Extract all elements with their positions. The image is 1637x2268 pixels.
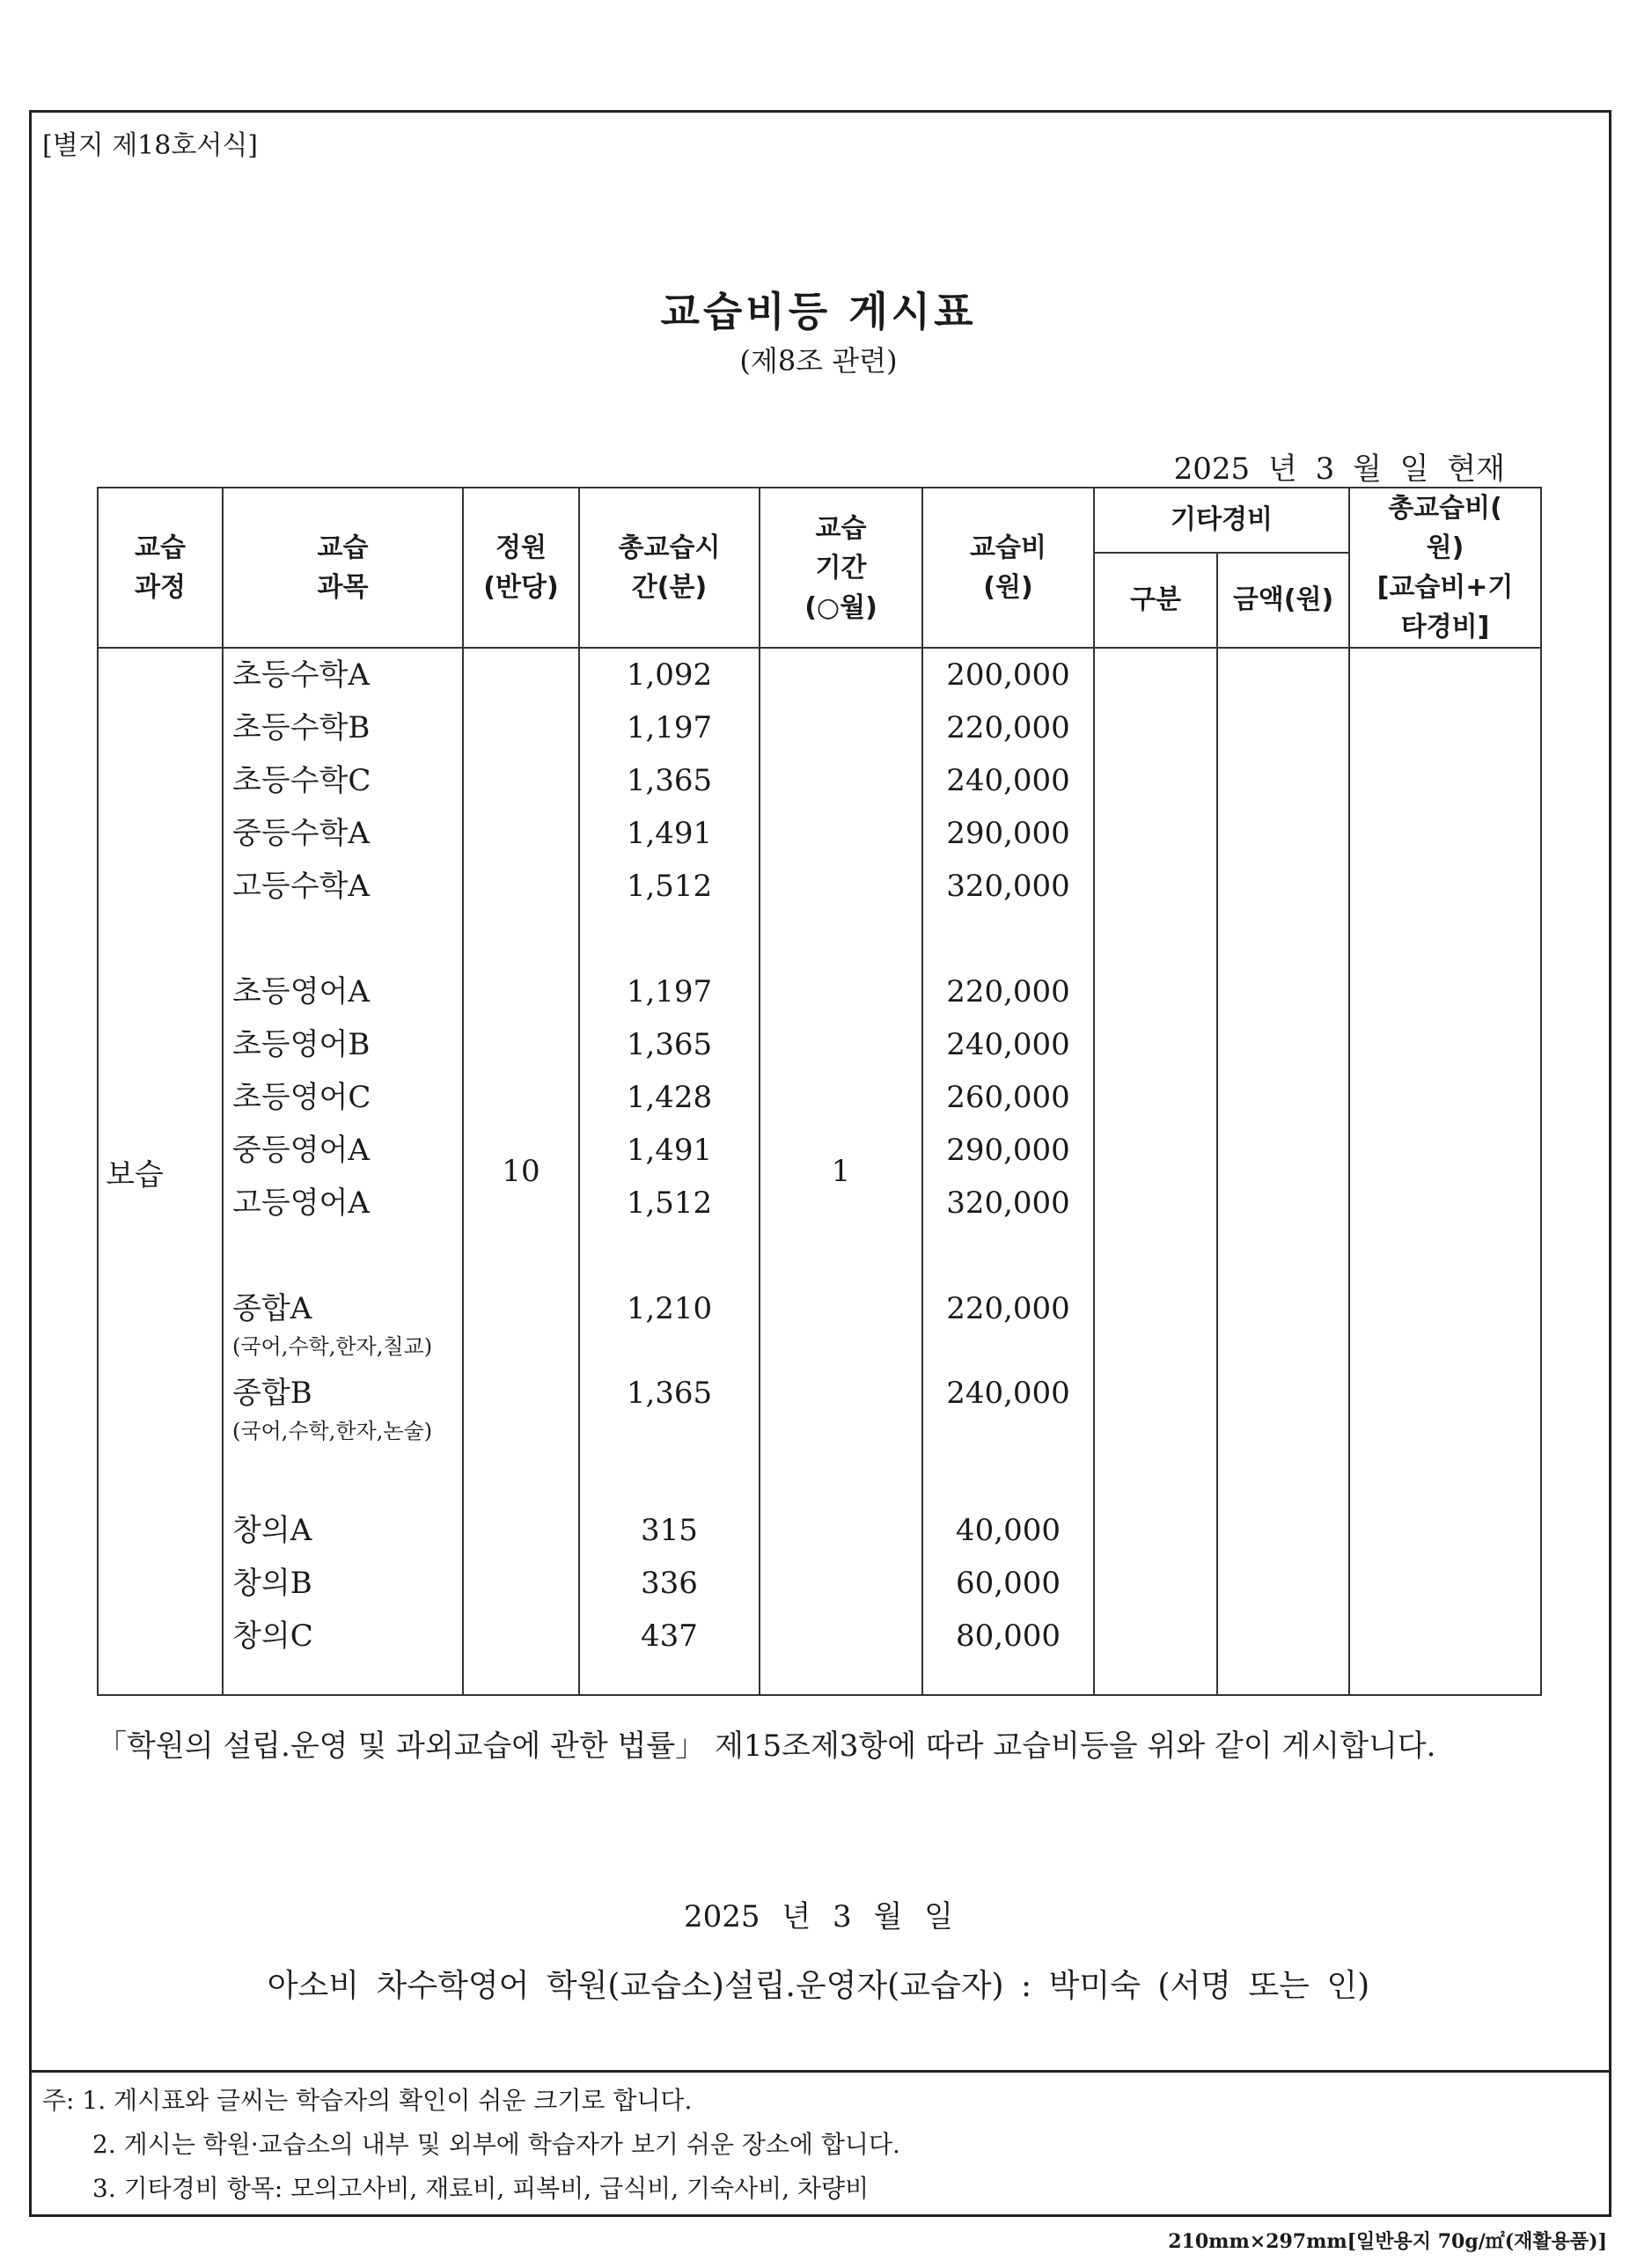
note-item: 2. 게시는 학원·교습소의 내부 및 외부에 학습자가 보기 쉬운 장소에 합니다. xyxy=(92,2130,900,2159)
row-spacer xyxy=(580,913,759,965)
subject-fee: 320,000 xyxy=(946,869,1070,904)
subject-fee: 220,000 xyxy=(946,710,1070,745)
subject-column xyxy=(223,648,463,1695)
header-total-time: 총교습시 간(분) xyxy=(579,488,760,648)
subject-fee: 40,000 xyxy=(956,1513,1061,1548)
course-cell: 보습 xyxy=(98,648,223,1695)
subject-name: 창의A xyxy=(232,1513,312,1548)
period-cell: 1 xyxy=(760,648,922,1695)
subject-name: 창의C xyxy=(232,1618,313,1654)
subject-name: 초등수학C xyxy=(232,763,371,798)
subject-fee: 200,000 xyxy=(946,657,1070,693)
row-spacer xyxy=(923,913,1093,965)
row-spacer xyxy=(224,1451,462,1504)
header-fee: 교습비 (원) xyxy=(922,488,1094,648)
subject-name: 초등영어A xyxy=(232,974,370,1009)
subject-minutes: 1,491 xyxy=(626,1133,713,1168)
row-spacer xyxy=(923,1229,1093,1282)
subject-fee: 80,000 xyxy=(956,1618,1061,1654)
subject-name: 초등영어C xyxy=(232,1080,371,1115)
header-other-type: 구분 xyxy=(1094,553,1217,648)
page-subtitle: (제8조 관련) xyxy=(739,344,898,378)
subject-fee: 240,000 xyxy=(946,763,1070,798)
row-spacer xyxy=(580,1229,759,1282)
subject-minutes: 1,491 xyxy=(626,816,713,851)
subject-fee: 240,000 xyxy=(946,1376,1070,1411)
subject-name: 창의B xyxy=(232,1566,312,1601)
header-other-amount: 금액(원) xyxy=(1217,553,1349,648)
subject-name: 종합B xyxy=(232,1376,312,1411)
header-subject: 교습 과목 xyxy=(223,488,463,648)
subject-minutes: 1,428 xyxy=(626,1080,713,1115)
subject-fee: 60,000 xyxy=(956,1566,1061,1601)
subject-minutes: 1,197 xyxy=(626,974,713,1009)
paper-spec: 210mm×297mm[일반용지 70g/㎡(재활용품)] xyxy=(1168,2230,1607,2253)
subject-fee: 290,000 xyxy=(946,1133,1070,1168)
subject-minutes: 1,365 xyxy=(626,1027,713,1062)
other-amount-cell xyxy=(1217,648,1349,1695)
subject-minutes: 315 xyxy=(641,1513,698,1548)
row-spacer xyxy=(923,1451,1093,1504)
minutes-column xyxy=(579,648,760,1695)
header-total-fee: 총교습비( 원) [교습비+기 타경비] xyxy=(1349,488,1541,648)
other-type-cell xyxy=(1094,648,1217,1695)
signature-line: 아소비 차수학영어 학원(교습소)설립.운영자(교습자) : 박미숙 (서명 또는 인) xyxy=(267,1968,1370,2004)
subject-fee: 260,000 xyxy=(946,1080,1070,1115)
subject-fee: 220,000 xyxy=(946,1291,1070,1326)
total-fee-cell xyxy=(1349,648,1541,1695)
subject-name: 고등영어A xyxy=(232,1185,370,1221)
subject-name: 고등수학A xyxy=(232,869,370,904)
subject-minutes: 1,092 xyxy=(626,657,713,693)
subject-name: 초등수학A xyxy=(232,657,370,693)
page-title: 교습비등 게시표 xyxy=(660,288,977,335)
subject-note: (국어,수학,한자,칠교) xyxy=(232,1334,433,1359)
row-spacer xyxy=(224,1229,462,1282)
header-other-expenses: 기타경비 xyxy=(1094,488,1349,553)
subject-minutes: 1,197 xyxy=(626,710,713,745)
subject-minutes: 1,210 xyxy=(626,1291,713,1326)
note-item: 주: 1. 게시표와 글씨는 학습자의 확인이 쉬운 크기로 합니다. xyxy=(42,2086,693,2115)
note-item: 3. 기타경비 항목: 모의고사비, 재료비, 피복비, 급식비, 기숙사비, 차량비 xyxy=(92,2174,870,2203)
signature-date: 2025 년 3 월 일 xyxy=(684,1899,953,1934)
capacity-cell: 10 xyxy=(463,648,579,1695)
subject-minutes: 1,512 xyxy=(626,1185,713,1221)
subject-name: 초등수학B xyxy=(232,710,371,745)
notes xyxy=(42,2079,900,2211)
subject-name: 중등수학A xyxy=(232,816,370,851)
subject-minutes: 1,512 xyxy=(626,869,713,904)
subject-minutes: 1,365 xyxy=(626,763,713,798)
fee-column xyxy=(922,648,1094,1695)
as-of-date: 2025 년 3 월 일 현재 xyxy=(1173,451,1505,487)
row-spacer xyxy=(580,1451,759,1504)
subject-note: (국어,수학,한자,논술) xyxy=(232,1419,433,1443)
subject-name: 초등영어B xyxy=(232,1027,371,1062)
fee-table xyxy=(97,487,1542,1696)
row-spacer xyxy=(224,913,462,965)
subject-name: 종합A xyxy=(232,1291,312,1326)
subject-fee: 290,000 xyxy=(946,816,1070,851)
header-course: 교습 과정 xyxy=(98,488,223,648)
notes-divider xyxy=(29,2070,1609,2073)
form-number: [별지 제18호서식] xyxy=(42,130,258,161)
statement-text: 「학원의 설립.운영 및 과외교습에 관한 법률」 제15조제3항에 따라 교습비등을 위와 같이 게시합니다. xyxy=(97,1729,1436,1764)
subject-minutes: 1,365 xyxy=(626,1376,713,1411)
subject-fee: 220,000 xyxy=(946,974,1070,1009)
header-capacity: 정원 (반당) xyxy=(463,488,579,648)
header-period: 교습 기간 (○월) xyxy=(760,488,922,648)
subject-fee: 240,000 xyxy=(946,1027,1070,1062)
subject-name: 중등영어A xyxy=(232,1133,370,1168)
subject-fee: 320,000 xyxy=(946,1185,1070,1221)
subject-minutes: 437 xyxy=(641,1618,698,1654)
subject-minutes: 336 xyxy=(641,1566,698,1601)
